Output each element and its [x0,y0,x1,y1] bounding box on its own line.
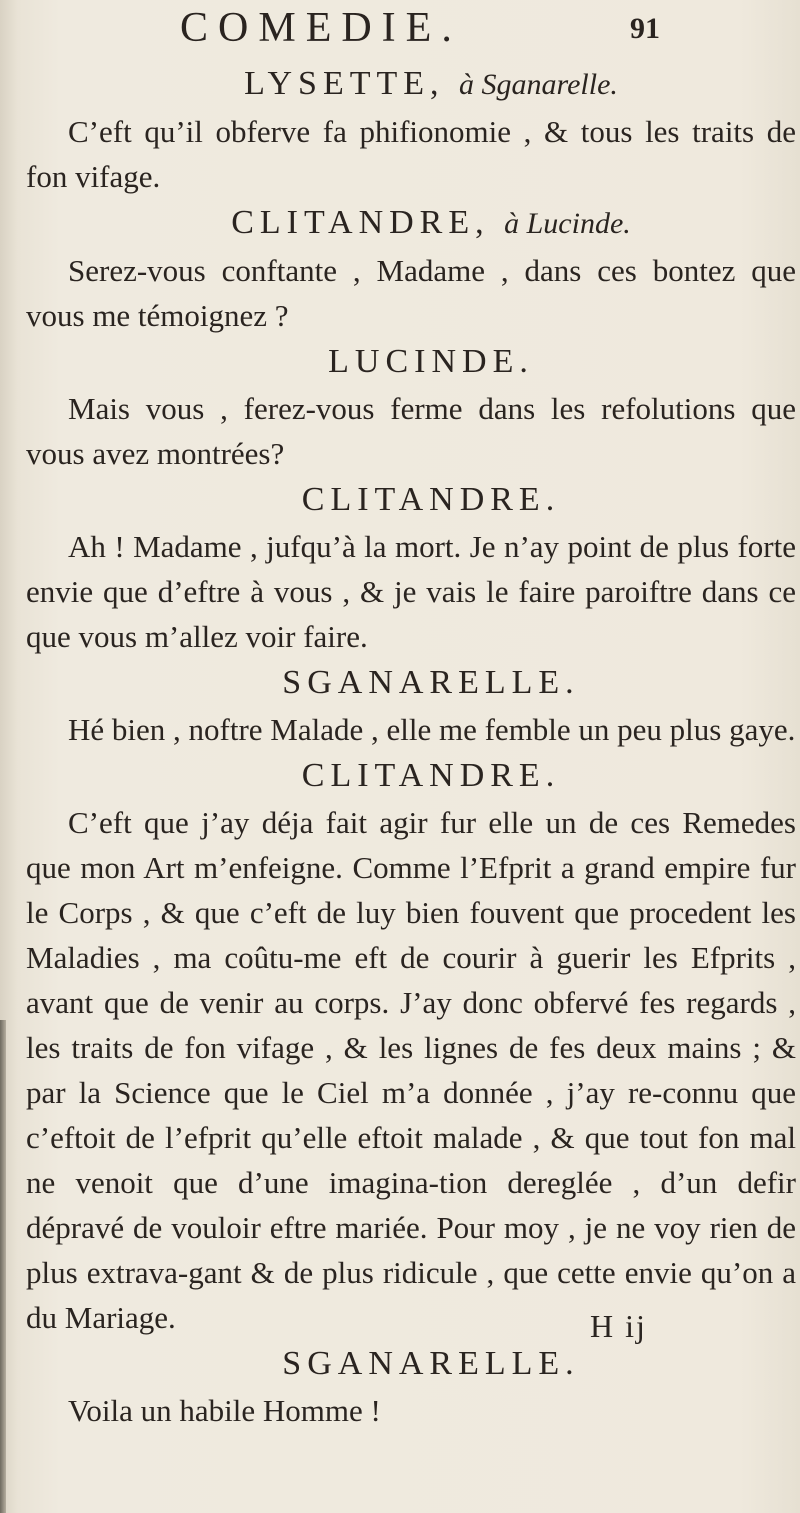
speech-text: Hé bien , noftre Malade , elle me femble un peu plus gaye. [68,712,796,747]
page-number: 91 [630,12,660,45]
running-head [0,0,800,60]
speaker-name: SGANARELLE. [282,1345,580,1382]
signature-mark: H ij [590,1308,647,1344]
speaker-name: LYSETTE, [244,65,445,102]
speaker-heading [26,60,796,109]
dialogue-text [26,60,796,1433]
speech-text: Serez-vous conftante , Madame , dans ces bontez que vous me témoignez ? [26,253,796,333]
speaker-heading [26,338,796,386]
page-edge-shadow [0,1020,6,1513]
speaker-heading [26,476,796,524]
speaker-name: LUCINDE. [328,343,534,380]
speaker-heading [26,1340,796,1388]
speech-text: C’eft que j’ay déja fait agir fur elle un de ces Remedes que mon Art m’enfeigne. Comme l’Efprit a grand empire fur le Corps , & que c’eft de luy bien fouvent que procedent les Maladies , ma coûtu-me eft de courir à guerir les Efprits , avant que de venir au corps. J’ay donc obfervé fes regards , les traits de fon vifage , & les lignes de fes deux mains ; & par la Science que le Ciel m’a donnée , j’ay re-connu que c’eftoit de l’efprit qu’elle eftoit malade , & que tout fon mal ne venoit que d’une imagina-tion dereglée , d’un defir dépravé de vouloir eftre mariée. Pour moy , je ne voy rien de plus extrava-gant & de plus ridicule , que cette envie qu’on a du Mariage. [26,805,796,1335]
running-title: COMEDIE. [180,5,462,51]
stage-direction: à Lucinde. [504,207,631,240]
speaker-heading [26,659,796,707]
speech-text: Ah ! Madame , jufqu’à la mort. Je n’ay point de plus forte envie que d’eftre à vous , & je vais le faire paroiftre dans ce que vous m’allez voir faire. [26,529,796,654]
speech-text: C’eft qu’il obferve fa phifionomie , & tous les traits de fon vifage. [26,114,796,194]
speaker-heading [26,199,796,248]
speaker-heading [26,752,796,800]
speaker-name: CLITANDRE, [231,204,490,241]
speech-text: Mais vous , ferez-vous ferme dans les refolutions que vous avez montrées? [26,391,796,471]
speaker-name: CLITANDRE. [301,757,561,794]
speaker-name: CLITANDRE. [301,481,561,518]
stage-direction: à Sganarelle. [459,68,618,101]
speech-text: Voila un habile Homme ! [68,1393,381,1428]
speaker-name: SGANARELLE. [282,664,580,701]
